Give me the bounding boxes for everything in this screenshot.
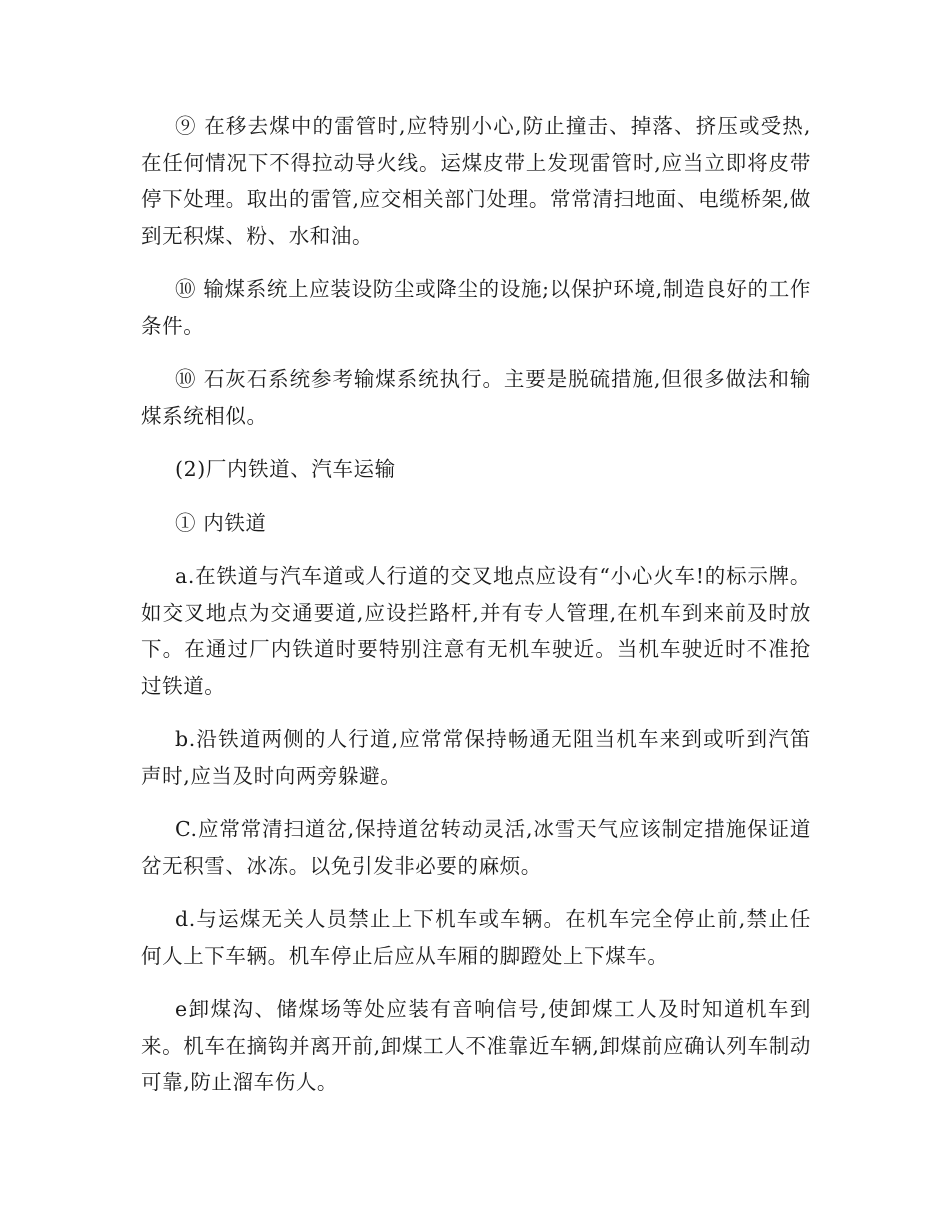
paragraph-item-a: a.在铁道与汽车道或人行道的交叉地点应设有“小心火车!的标示牌。如交叉地点为交通要道,应设拦路杆,并有专人管理,在机车到来前及时放下。在通过厂内铁道时要特别注意有无机车驶近。当机车驶近时不准抢过铁道。 bbox=[141, 564, 811, 698]
paragraph-item-9: ⑨ 在移去煤中的雷管时,应特别小心,防止撞击、掉落、挤压或受热,在任何情况下不得拉动导火线。运煤皮带上发现雷管时,应当立即将皮带停下处理。取出的雷管,应交相关部门处理。常常清扫地面、电缆桥架,做到无积煤、粉、水和油。 bbox=[141, 114, 811, 248]
paragraph-item-c: C.应常常清扫道岔,保持道岔转动灵活,冰雪天气应该制定措施保证道岔无积雪、冰冻。以免引发非必要的麻烦。 bbox=[141, 817, 811, 878]
document-body bbox=[141, 108, 811, 1118]
paragraph-item-10: ⑩ 输煤系统上应装设防尘或降尘的设施;以保护环境,制造良好的工作条件。 bbox=[141, 277, 811, 338]
paragraph-item-e: e卸煤沟、储煤场等处应装有音响信号,使卸煤工人及时知道机车到来。机车在摘钩并离开前,卸煤工人不准靠近车辆,卸煤前应确认列车制动可靠,防止溜车伤人。 bbox=[141, 997, 811, 1094]
subsection-heading-internal-railway: ① 内铁道 bbox=[175, 510, 267, 535]
paragraph-item-d: d.与运煤无关人员禁止上下机车或车辆。在机车完全停止前,禁止任何人上下车辆。机车停止后应从车厢的脚蹬处上下煤车。 bbox=[141, 907, 811, 968]
paragraph-item-b: b.沿铁道两侧的人行道,应常常保持畅通无阻当机车来到或听到汽笛声时,应当及时向两旁躲避。 bbox=[141, 727, 811, 788]
section-heading-railway-transport: (2)厂内铁道、汽车运输 bbox=[175, 457, 396, 481]
paragraph-item-10-limestone: ⑩ 石灰石系统参考输煤系统执行。主要是脱硫措施,但很多做法和输煤系统相似。 bbox=[141, 367, 811, 428]
